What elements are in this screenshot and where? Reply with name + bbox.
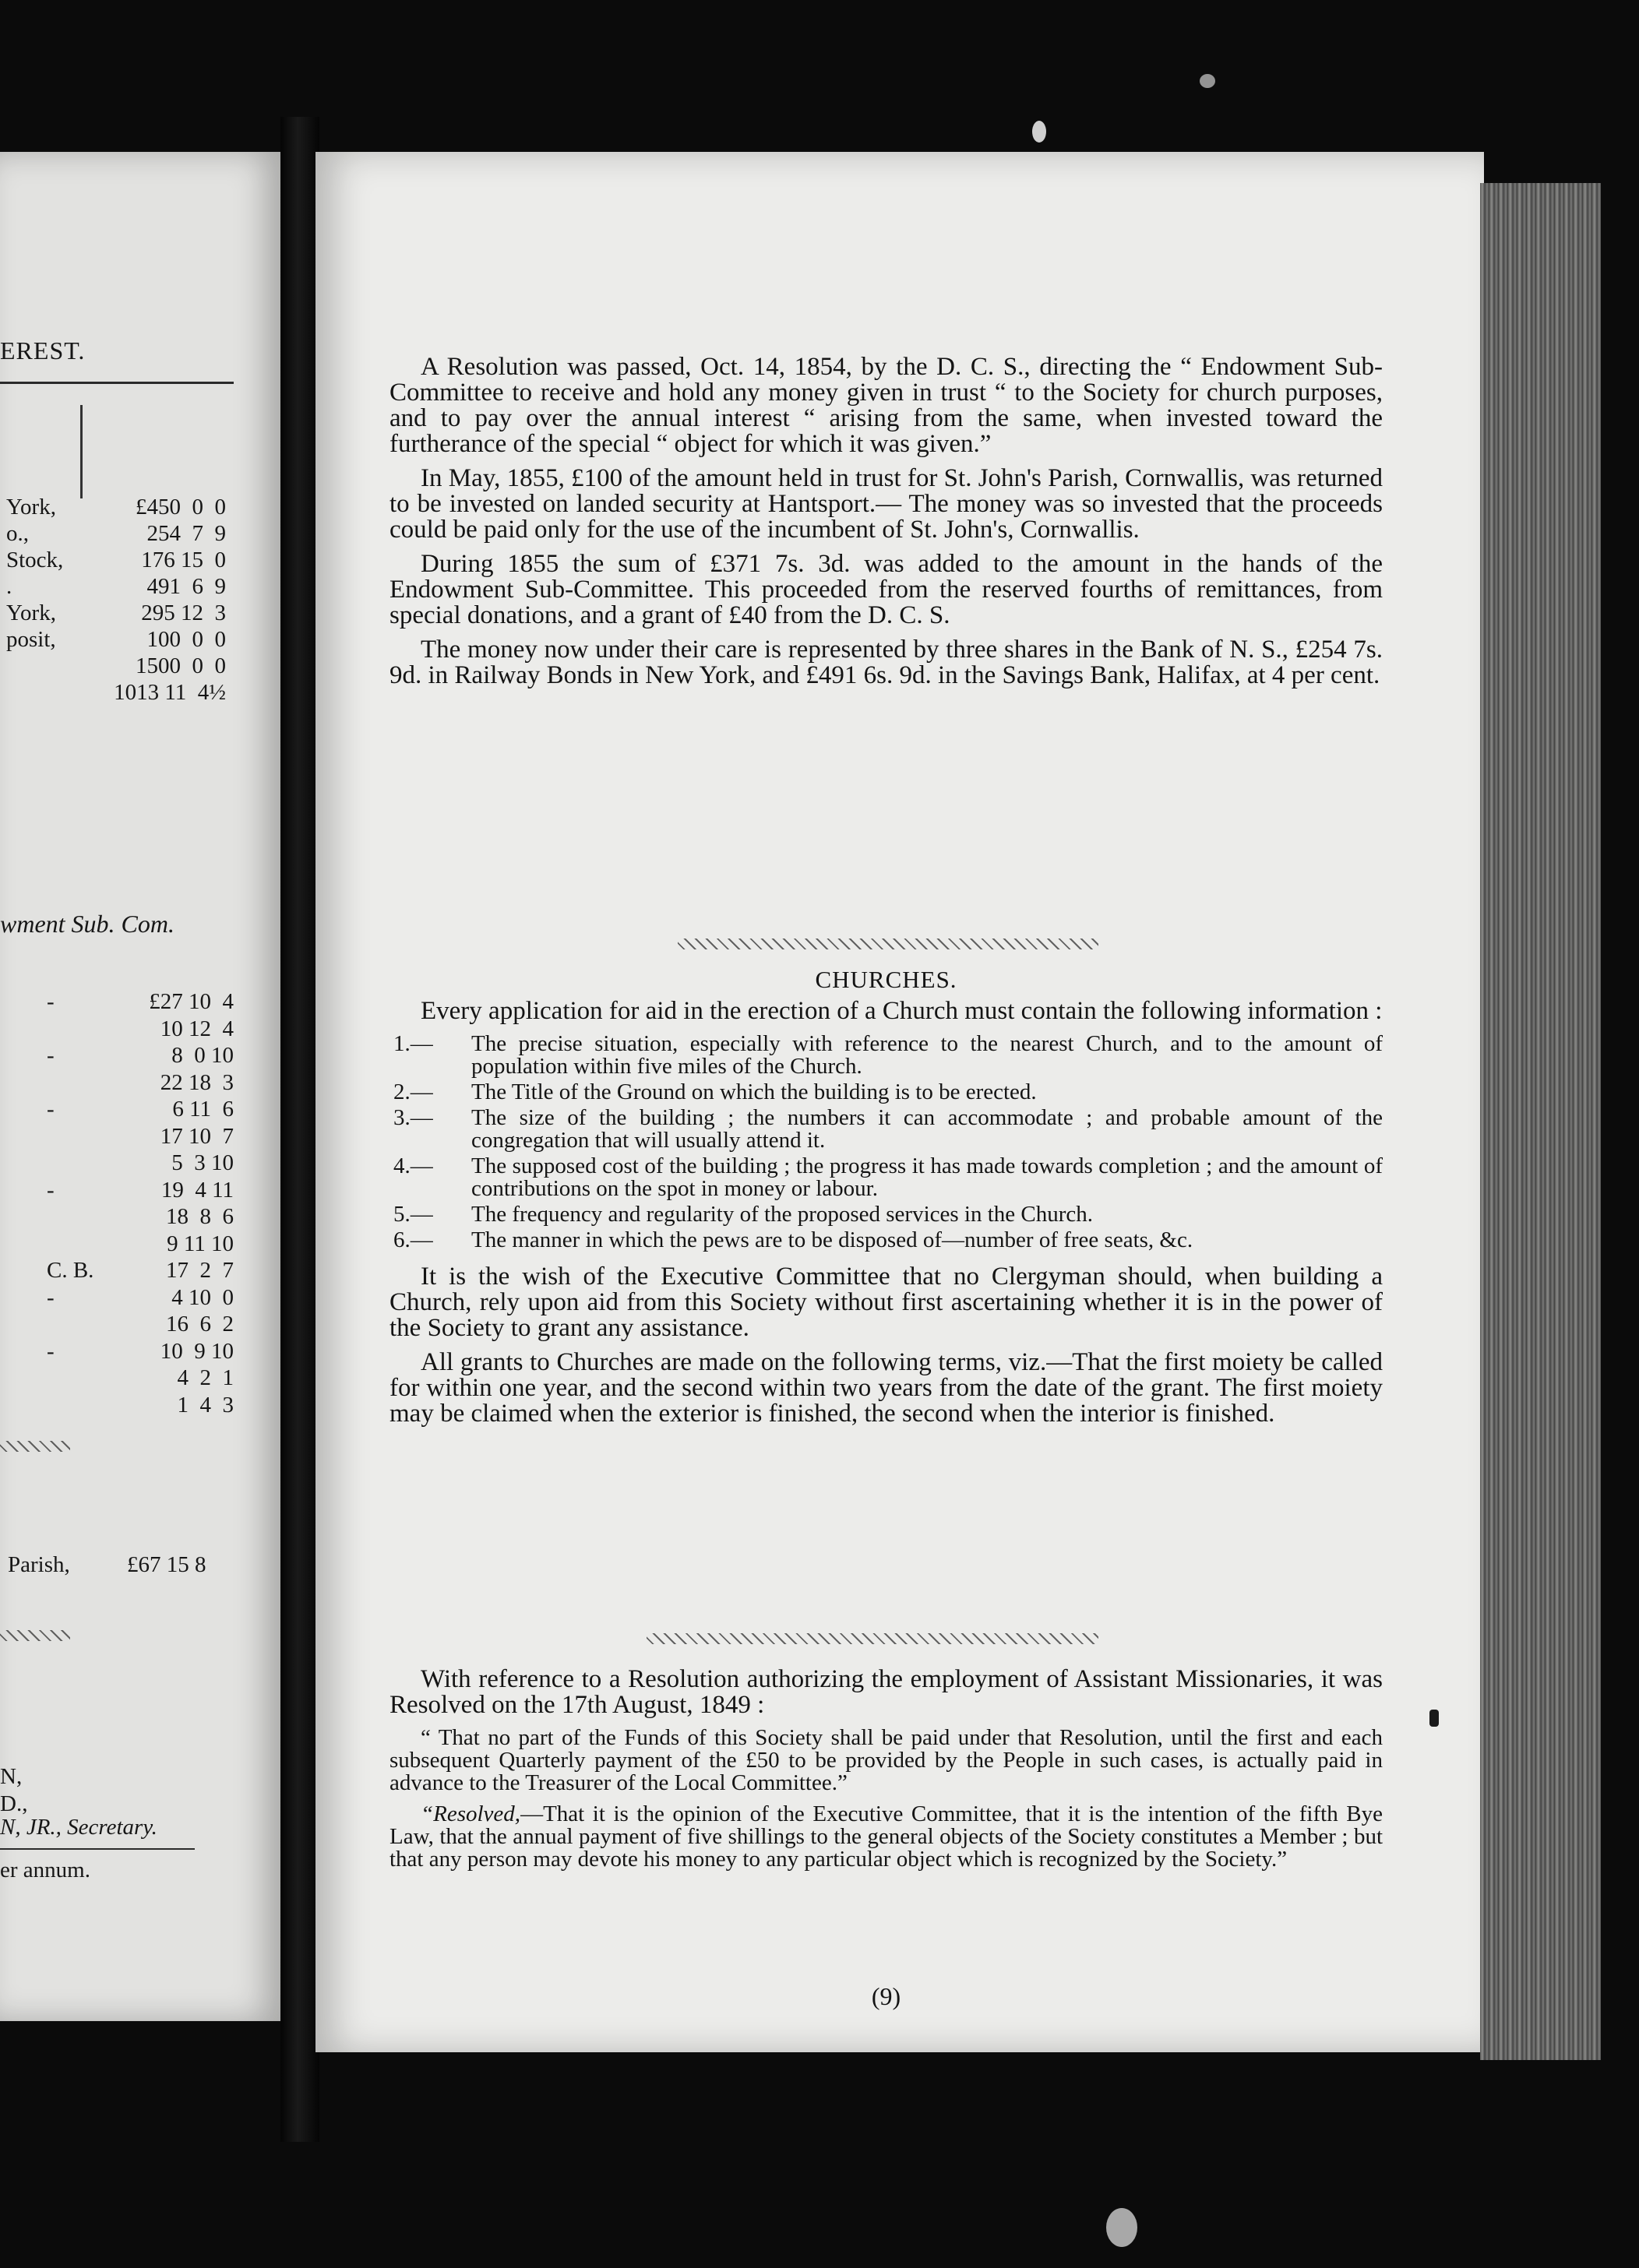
left-signature-1: N, <box>0 1764 23 1789</box>
left-parish-amount: £67 15 8 <box>127 1552 206 1577</box>
page-fore-edge <box>1480 183 1601 2060</box>
churches-intro: Every application for aid in the erection of a Church must contain the following information : <box>421 997 1383 1025</box>
left-rule-bottom <box>0 1848 195 1850</box>
left-row-amount: 491 6 9 <box>146 574 226 599</box>
left-row-label: York, <box>6 600 56 625</box>
paragraph-grants-terms: All grants to Churches are made on the following terms, viz.—That the first moiety be called for within one year, and the second within two years from the date of the grant. The first moiety may be claimed when the exterior is finished, the second when the interior is finished. <box>389 1348 1383 1428</box>
left-row-amount: 10 9 10 <box>160 1338 234 1364</box>
left-row-label: - <box>47 989 55 1014</box>
bye-law-text: —That it is the opinion of the Executive Committee, that it is the intention of the fifth Bye Law, that the annual payment of five shillings to the general objects of the Society constitutes a Member ; but that any person may devote his money to any particular object which is recognized by the Society.” <box>389 1801 1383 1872</box>
left-row-amount: 4 2 1 <box>177 1365 234 1390</box>
left-row-label: C. B. <box>47 1258 94 1283</box>
resolved-lead: “Resolved, <box>421 1801 521 1826</box>
requirement-item <box>389 1107 1383 1152</box>
assistant-missionaries-block <box>389 1667 1383 1879</box>
requirement-number: 5.— <box>393 1202 433 1227</box>
requirement-item <box>389 1081 1383 1104</box>
requirement-text: The frequency and regularity of the proposed services in the Church. <box>471 1202 1094 1227</box>
requirement-number: 6.— <box>393 1227 433 1252</box>
left-row-amount: 1013 11 4½ <box>114 680 226 705</box>
requirement-text: The precise situation, especially with reference to the nearest Church, and to the amount of population within five miles of the Church. <box>471 1031 1383 1079</box>
book-gutter <box>280 117 319 2142</box>
requirement-number: 4.— <box>393 1153 433 1178</box>
left-row-amount: 19 4 11 <box>160 1177 234 1203</box>
left-row-label: - <box>47 1284 55 1310</box>
requirement-text: The manner in which the pews are to be disposed of—number of free seats, &c. <box>471 1227 1193 1252</box>
scan-fleck-2 <box>1106 2208 1137 2247</box>
left-ornament-2 <box>0 1630 70 1641</box>
left-row-label: o., <box>6 521 29 546</box>
left-row-amount: £450 0 0 <box>136 495 226 519</box>
paragraph-money-under-care: The money now under their care is represented by three shares in the Bank of N. S., £254 7s. 9d. in Railway Bonds in New York, and £491 6s. 9d. in the Savings Bank, Halifax, at 4 per cent. <box>389 636 1383 689</box>
left-rule-top <box>0 382 234 384</box>
left-row-amount: 22 18 3 <box>160 1069 234 1095</box>
left-row-amount: 8 0 10 <box>171 1043 234 1068</box>
scan-fleck-1 <box>1032 121 1046 143</box>
left-row-label: posit, <box>6 627 56 652</box>
left-row-amount: 17 10 7 <box>160 1123 234 1149</box>
paragraph-executive-wish: It is the wish of the Executive Committee that no Clergyman should, when building a Church, rely upon aid from this Society without first ascertaining whether it is in the power of the Society to grant any assistance. <box>389 1263 1383 1342</box>
paragraph-during-1855: During 1855 the sum of £371 7s. 3d. was added to the amount in the hands of the Endowment Sub-Committee. This proceeded from the reserved fourths of remittances, from special donations, and a grant of £40 from the D. C. S. <box>389 550 1383 629</box>
scan-fleck-3 <box>1200 74 1215 88</box>
left-ornament-1 <box>0 1441 70 1452</box>
left-row-amount: 18 8 6 <box>166 1204 234 1229</box>
requirement-text: The size of the building ; the numbers it can accommodate ; and probable amount of the congregation that will usually attend it. <box>471 1105 1383 1153</box>
left-row-label: York, <box>6 495 56 519</box>
left-row-label: - <box>47 1177 55 1203</box>
requirement-item <box>389 1203 1383 1226</box>
left-row-label: - <box>47 1043 55 1068</box>
left-heading: EREST. <box>0 336 86 364</box>
left-row-amount: 5 3 10 <box>171 1150 234 1175</box>
left-signature-2: D., <box>0 1791 28 1816</box>
requirement-number: 3.— <box>393 1105 433 1130</box>
left-row-amount: 17 2 7 <box>166 1258 234 1283</box>
left-row-label: . <box>6 574 12 599</box>
requirement-item <box>389 1033 1383 1078</box>
left-row-amount: 1500 0 0 <box>136 653 226 678</box>
paragraph-resolution-1854: A Resolution was passed, Oct. 14, 1854, by the D. C. S., directing the “ Endowment Sub-Committee to receive and hold any money given in trust “ to the Society for church purposes, and to pay over the annual interest “ arising from the same, when invested toward the furtherance of the special “ object for which it was given.” <box>389 353 1383 458</box>
churches-block <box>389 998 1383 1435</box>
left-row-amount: 6 11 6 <box>172 1097 234 1122</box>
requirement-text: The supposed cost of the building ; the progress it has made towards completion ; and the amount of contributions on the spot in money or labour. <box>471 1153 1383 1201</box>
left-row-label: - <box>47 1338 55 1364</box>
left-row-amount: 100 0 0 <box>146 627 226 652</box>
left-row-amount: £27 10 4 <box>149 989 234 1014</box>
paragraph-assistant-missionaries: With reference to a Resolution authorizing the employment of Assistant Missionaries, it was Resolved on the 17th August, 1849 : <box>389 1665 1383 1719</box>
left-row-amount: 1 4 3 <box>177 1392 234 1418</box>
left-parish-label: Parish, <box>8 1552 70 1577</box>
left-page <box>0 152 280 2021</box>
left-per-annum: er annum. <box>0 1858 90 1882</box>
resolution-block <box>389 354 1383 697</box>
requirement-number: 2.— <box>393 1079 433 1104</box>
ornament-divider-2 <box>647 1633 1098 1644</box>
left-row-amount: 16 6 2 <box>166 1312 234 1336</box>
paragraph-funds-resolution: “ That no part of the Funds of this Society shall be paid under that Resolution, until the first and each subsequent Quarterly payment of the £50 to be provided by the People in such cases, is actually paid in advance to the Treasurer of the Local Committee.” <box>389 1725 1383 1795</box>
left-sub-heading: wment Sub. Com. <box>0 910 174 938</box>
left-row-amount: 295 12 3 <box>141 600 226 625</box>
ornament-divider-1 <box>678 939 1098 949</box>
requirements-list <box>389 1033 1383 1252</box>
left-column-divider <box>80 405 83 498</box>
paragraph-may-1855: In May, 1855, £100 of the amount held in trust for St. John's Parish, Cornwallis, was returned to be invested on landed security at Hantsport.— The money was so invested that the proceeds could be paid only for the use of the incumbent of St. John's, Cornwallis. <box>389 464 1383 544</box>
churches-heading: CHURCHES. <box>815 966 957 993</box>
left-signature-3: N, JR., Secretary. <box>0 1815 157 1840</box>
requirement-item <box>389 1155 1383 1200</box>
left-row-label: - <box>47 1097 55 1122</box>
left-row-label: Stock, <box>6 548 64 572</box>
requirement-number: 1.— <box>393 1031 433 1056</box>
requirement-item <box>389 1229 1383 1252</box>
left-row-amount: 10 12 4 <box>160 1016 234 1041</box>
page-number: (9) <box>871 1982 901 2010</box>
margin-ink-mark <box>1429 1710 1439 1727</box>
left-row-amount: 9 11 10 <box>167 1231 234 1256</box>
left-row-amount: 4 10 0 <box>171 1284 234 1310</box>
left-row-amount: 254 7 9 <box>146 521 226 546</box>
paragraph-bye-law <box>389 1803 1383 1871</box>
left-row-amount: 176 15 0 <box>141 548 226 572</box>
requirement-text: The Title of the Ground on which the building is to be erected. <box>471 1079 1037 1104</box>
